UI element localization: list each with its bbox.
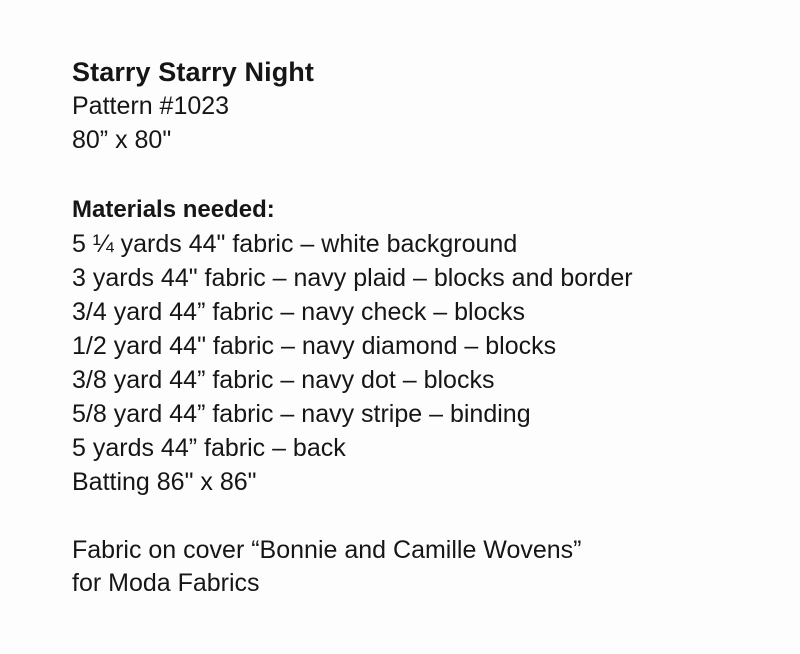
fabric-credit-line-2: for Moda Fabrics — [72, 569, 260, 597]
quilt-size: 80” x 80" — [72, 126, 172, 154]
materials-list — [72, 227, 782, 499]
materials-heading: Materials needed: — [72, 196, 275, 223]
pattern-text-block — [72, 55, 782, 600]
pattern-number: Pattern #1023 — [72, 92, 230, 120]
materials-item: 5 ¼ yards 44" fabric – white background — [72, 230, 518, 258]
spacer — [72, 499, 782, 534]
materials-item: 1/2 yard 44" fabric – navy diamond – blocks — [72, 332, 557, 360]
materials-item: 5 yards 44” fabric – back — [72, 434, 346, 462]
materials-item: 3/8 yard 44” fabric – navy dot – blocks — [72, 366, 495, 394]
pattern-title: Starry Starry Night — [72, 57, 314, 87]
materials-item: Batting 86" x 86" — [72, 468, 257, 496]
materials-item: 3 yards 44" fabric – navy plaid – blocks and border — [72, 264, 633, 292]
materials-item: 3/4 yard 44” fabric – navy check – blocks — [72, 298, 526, 326]
spacer — [72, 157, 782, 193]
fabric-credit-line-1: Fabric on cover “Bonnie and Camille Wovens” — [72, 536, 582, 564]
materials-item: 5/8 yard 44” fabric – navy stripe – binding — [72, 400, 531, 428]
fabric-credit — [72, 534, 782, 600]
